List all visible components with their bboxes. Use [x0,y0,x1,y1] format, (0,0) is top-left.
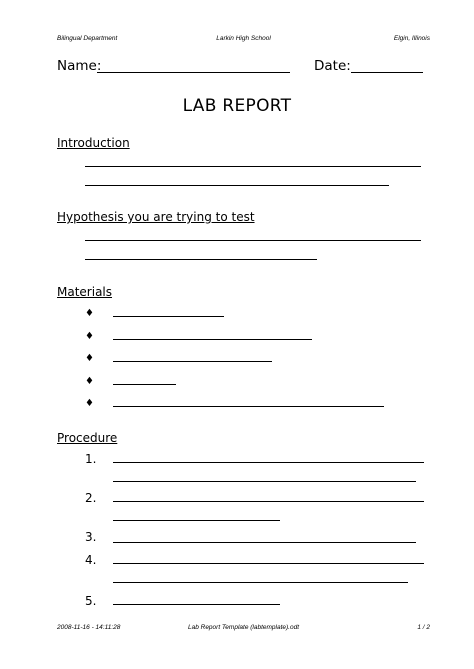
introduction-line-1[interactable] [85,166,421,167]
materials-bullet-3: ♦ [85,353,94,364]
materials-bullet-4: ♦ [85,376,94,387]
section-heading-materials: Materials [57,285,113,299]
introduction-line-2[interactable] [85,185,389,186]
procedure-number-2: 2. [85,491,97,505]
procedure-4-line-2[interactable] [113,582,408,583]
materials-line-5[interactable] [113,406,384,407]
procedure-number-3: 3. [85,530,97,544]
procedure-3-line-1[interactable] [113,542,416,543]
page-footer [57,624,430,636]
hypothesis-line-1[interactable] [85,240,421,241]
footer-filename: Lab Report Template (labtemplate).odt [187,624,300,631]
page-title: LAB REPORT [182,96,292,116]
procedure-2-line-1[interactable] [113,501,424,502]
procedure-number-4: 4. [85,553,97,567]
header-location: Elgin, Illinois [393,35,430,42]
date-label: Date: [314,58,351,74]
procedure-1-line-1[interactable] [113,462,424,463]
materials-line-1[interactable] [113,316,224,317]
materials-line-2[interactable] [113,339,312,340]
name-date-row [57,58,427,78]
header-school: Larkin High School [216,35,271,42]
date-blank-line[interactable] [351,72,423,73]
section-heading-hypothesis: Hypothesis you are trying to test [57,210,255,224]
page-header [57,35,430,47]
header-department: Bilingual Department [57,35,118,42]
name-label: Name: [57,58,102,74]
materials-bullet-5: ♦ [85,398,94,409]
section-heading-introduction: Introduction [57,136,130,150]
procedure-number-5: 5. [85,594,97,608]
section-heading-procedure: Procedure [57,431,118,445]
materials-line-4[interactable] [113,384,176,385]
name-blank-line[interactable] [97,72,290,73]
materials-line-3[interactable] [113,361,272,362]
materials-bullet-2: ♦ [85,331,94,342]
procedure-1-line-2[interactable] [113,481,416,482]
footer-timestamp: 2008-11-16 - 14:11:28 [57,624,121,631]
procedure-number-1: 1. [85,452,97,466]
hypothesis-line-2[interactable] [85,259,317,260]
footer-page-number: 1 / 2 [417,624,430,631]
procedure-5-line-1[interactable] [113,604,280,605]
procedure-4-line-1[interactable] [113,563,424,564]
procedure-2-line-2[interactable] [113,520,280,521]
materials-bullet-1: ♦ [85,308,94,319]
